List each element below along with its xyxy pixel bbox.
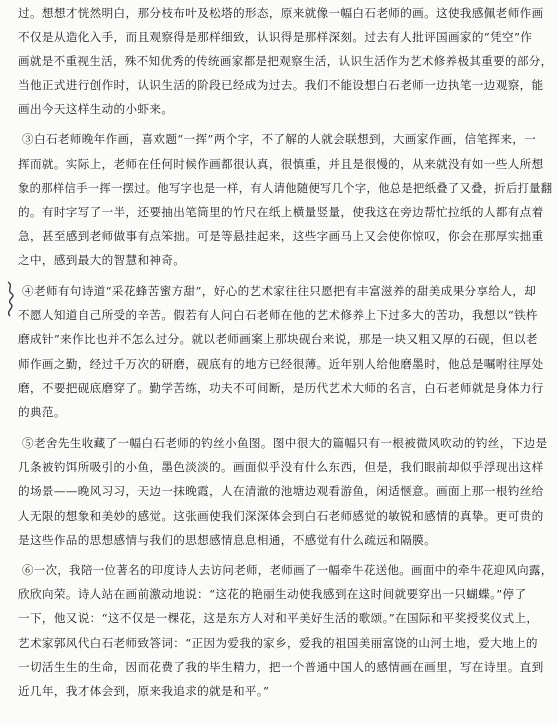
- text-line-19: 几条被钓饵所吸引的小鱼，墨色淡淡的。画面似乎没有什么东西，但是，我们眼前却似乎浮现出这样: [18, 460, 544, 474]
- text-line-3: 画就是不重视生活，殊不知优秀的传统画家都是把观察生活，认识生活作为艺术修养极其重要的部分，: [18, 54, 553, 68]
- text-line-13: 不愿人知道自己所受的辛苦。假若有人问白石老师在他的艺术修养上下过多大的苦功，我想以“铁杵: [18, 308, 538, 322]
- text-line-28: 近几年，我才体会到，原来我追求的就是和平。”: [18, 684, 270, 698]
- text-line-4: 当他正式进行创作时，认识生活的阶段已经成为过去。我们不能设想白石老师一边执笔一边观察，能: [18, 78, 544, 92]
- text-line-26: 艺术家郭风代白石老师致答词：“正因为爱我的家乡，爱我的祖国美丽富饶的山河土地，爱大地上的: [18, 636, 538, 650]
- text-line-5: 画出今天这样生动的小虾来。: [18, 102, 174, 116]
- text-line-12: ④老师有句诗道“采花蜂苦蜜方甜”，好心的艺术家往往只愿把有丰富滋养的甜美成果分享给人，却: [22, 284, 537, 298]
- text-line-9: 的。有时字写了一半，还要抽出笔筒里的竹尺在纸上横量竖量，使我这在旁边帮忙拉纸的人都有点着: [18, 205, 544, 219]
- margin-pen-mark: [2, 280, 18, 320]
- text-line-21: 人无限的想象和美妙的感觉。这张画使我们深深体会到白石老师感觉的敏锐和感情的真挚。更可贵的: [18, 509, 544, 523]
- text-line-14: 磨成针”来作比也并不怎么过分。就以老师画案上那块砚台来说，那是一块又粗又厚的石砚，但以老: [18, 332, 538, 346]
- text-line-17: 的典范。: [18, 405, 66, 419]
- text-line-27: 一切活生生的生命，因而花费了我的毕生精力，把一个普通中国人的感情画在画里，写在诗里。直到: [18, 660, 544, 674]
- text-line-15: 师作画之勤，经过千万次的研磨，砚底有的地方已经很薄。近年别人给他磨墨时，他总是嘱咐往厚处: [18, 357, 544, 371]
- text-line-18: ⑤老舍先生收藏了一幅白石老师的钓丝小鱼图。图中很大的篇幅只有一根被微风吹动的钓丝，下边是: [22, 436, 548, 450]
- text-line-16: 磨，不要把砚底磨穿了。勤学苦练，功夫不可间断，是历代艺术大师的名言，白石老师就是身体力行: [18, 381, 544, 395]
- text-line-1: 过。想想才恍然明白，那分枝布叶及松塔的形态，原来就像一幅白石老师的画。这使我感佩老师作画: [18, 6, 544, 20]
- text-line-2: 不仅是从造化入手，而且观察得是那样细致，认识得是那样深刻。过去有人批评国画家的“凭空”作: [18, 30, 533, 44]
- text-line-23: ⑥一次，我陪一位著名的印度诗人去访问老师，老师画了一幅牵牛花送他。画面中的牵牛花迎风向露，: [22, 563, 553, 577]
- text-line-24: 欣欣向荣。诗人站在画前激动地说：“这花的艳丽生动使我感到在这时间就要穿出一只蝴蝶。”停了: [18, 587, 527, 601]
- text-line-25: 一下，他又说：“这不仅是一棵花，这是东方人对和平美好生活的歌颂。”在国际和平奖授奖仪式上，: [18, 611, 539, 625]
- text-line-11: 之中，感到最大的智慧和神奇。: [18, 253, 186, 267]
- text-line-20: 的场景——晚风习习，天边一抹晚霞，人在清澈的池塘边观看游鱼，闲适惬意。画面上那一根钓丝给: [18, 484, 544, 498]
- text-line-22: 是这些作品的思想感情与我们的思想感情息息相通，不感觉有什么疏远和隔膜。: [18, 533, 437, 547]
- text-line-10: 急，甚至感到老师做事有点笨拙。可是等悬挂起来，这些字画马上又会使你惊叹，你会在那厚实拙重: [18, 229, 544, 243]
- text-line-6: ③白石老师晚年作画，喜欢题“一挥”两个字，不了解的人就会联想到，大画家作画，信笔挥来，一: [22, 132, 537, 146]
- text-line-7: 挥而就。实际上，老师在任何时候作画都很认真，很慎重，并且是很慢的，从来就没有如一些人所想: [18, 157, 544, 171]
- text-line-8: 象的那样信手一挥一摆过。他写字也是一样，有人请他随便写几个字，他总是把纸叠了又叠，折后打量翻: [18, 181, 553, 195]
